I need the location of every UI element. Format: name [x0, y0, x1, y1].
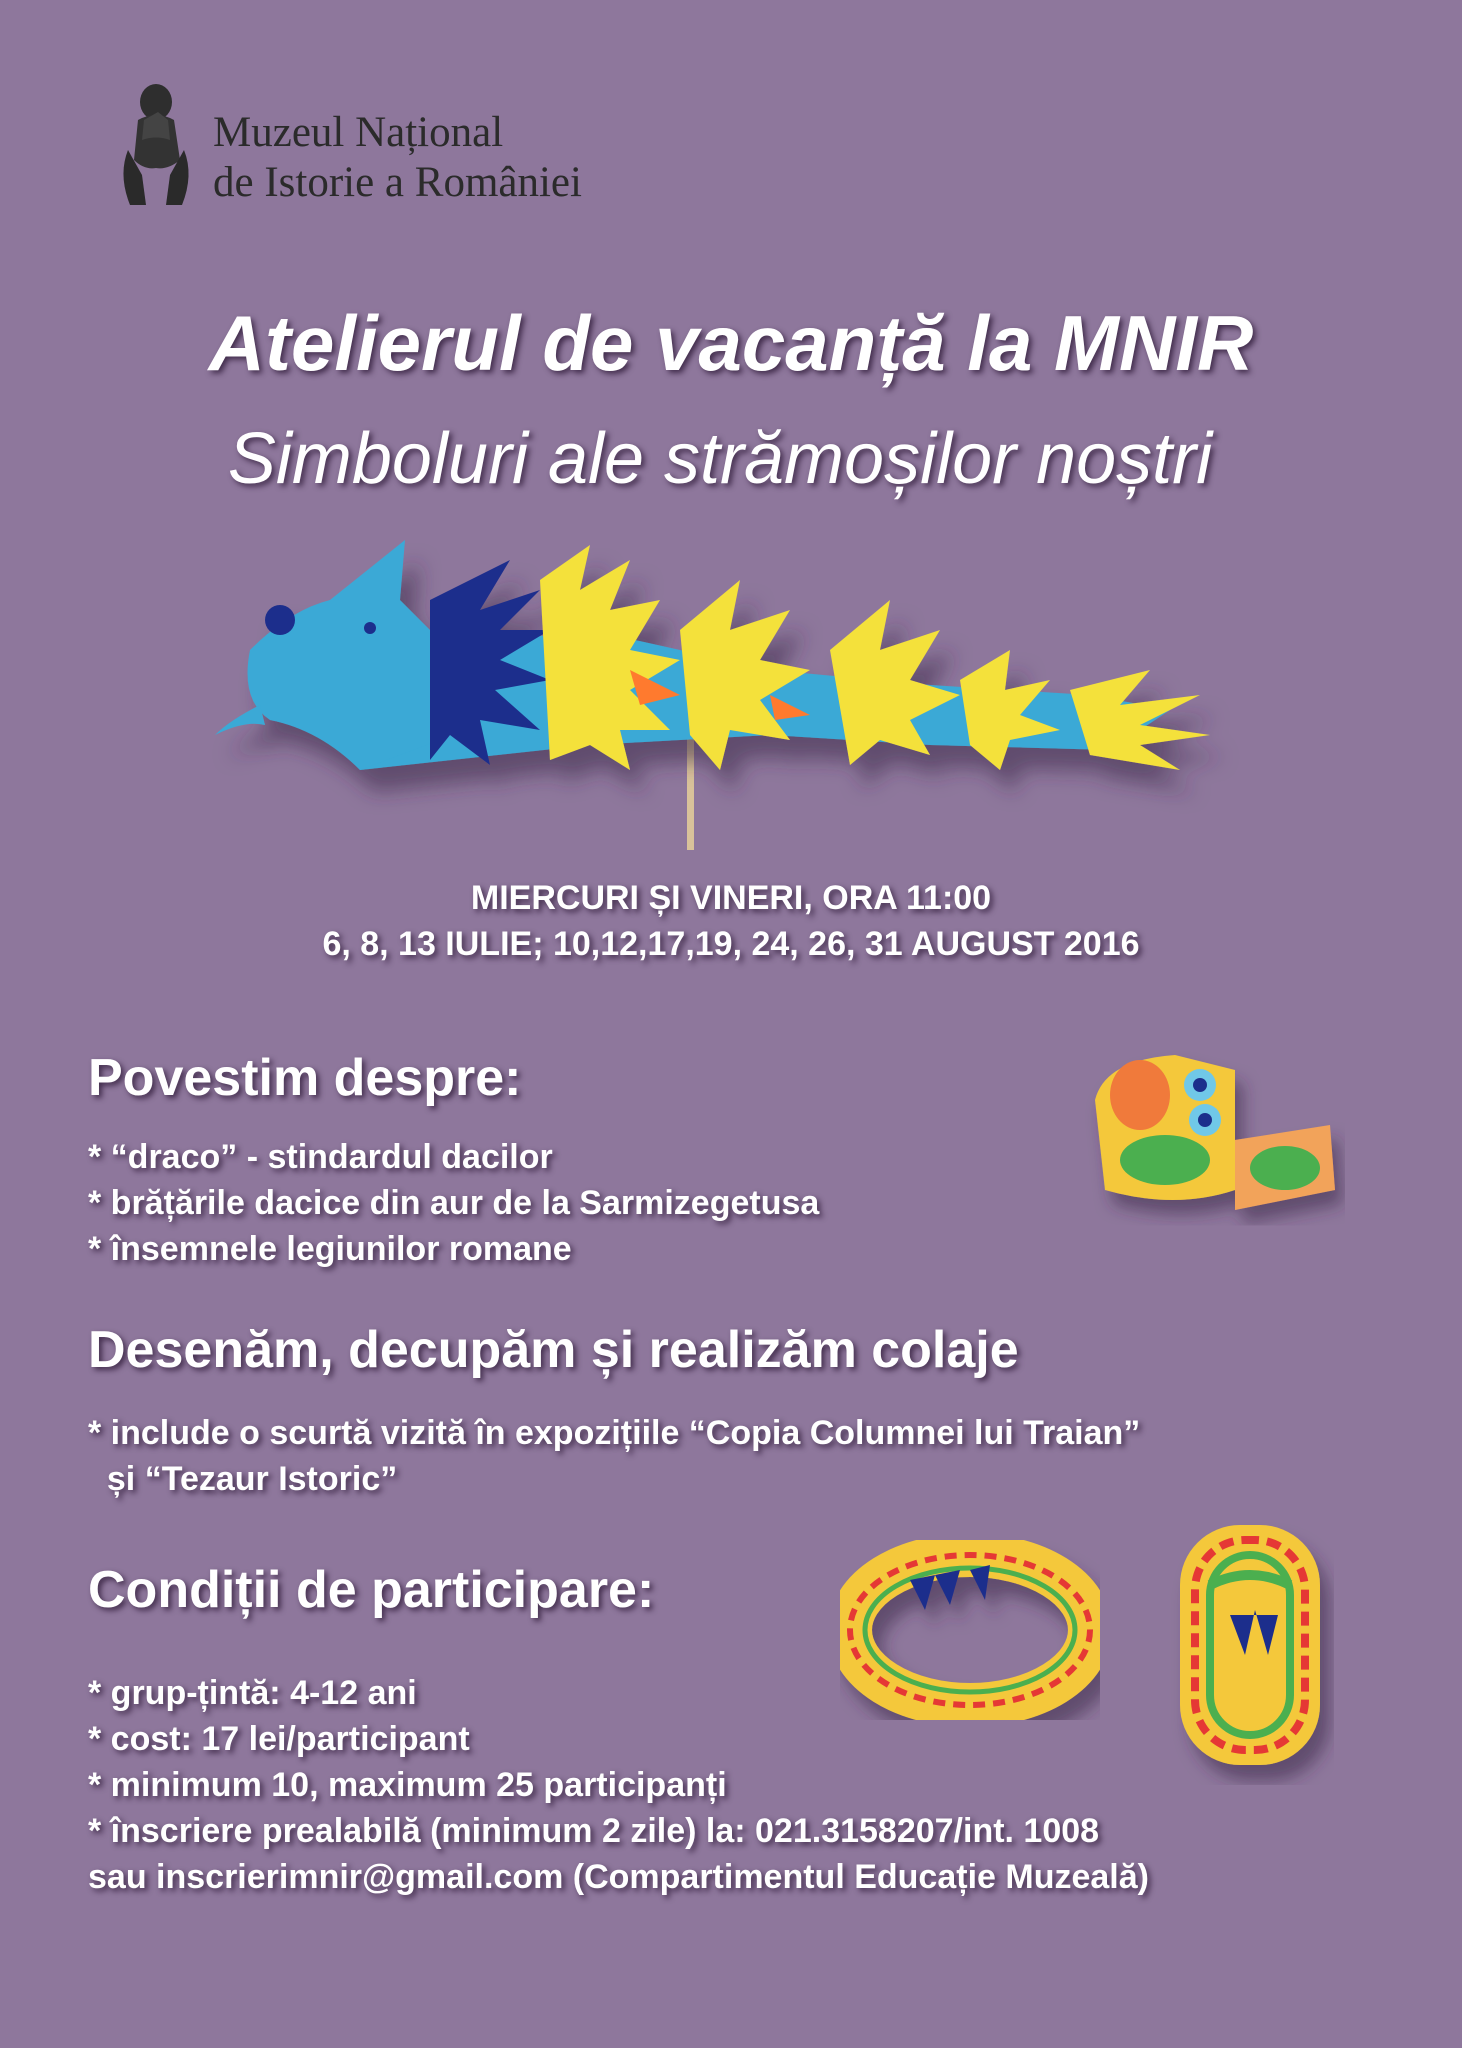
section-heading-conditions: Condiții de participare:: [88, 1561, 655, 1619]
page-subtitle: Simboluri ale strămoșilor noștri: [227, 419, 1213, 499]
contact-line: sau inscrierimnir@gmail.com (Compartimentul Educație Muzeală): [88, 1858, 1149, 1896]
schedule-block: [0, 875, 1462, 967]
page-title: Atelierul de vacanță la MNIR: [208, 299, 1254, 387]
list-item: * înscriere prealabilă (minimum 2 zile) la: 021.3158207/int. 1008: [88, 1812, 1100, 1850]
list-item: * “draco” - stindardul dacilor: [88, 1138, 553, 1176]
list-item: * însemnele legiunilor romane: [88, 1230, 572, 1268]
logo-line-1: Muzeul Național: [213, 109, 504, 156]
museum-logo: [108, 80, 708, 220]
schedule-dates: 6, 8, 13 IULIE; 10,12,17,19, 24, 26, 31 AUGUST 2016: [322, 925, 1140, 963]
paper-bracelet-owl-illustration: [1085, 1040, 1345, 1240]
paper-bracelet-zigzag-illustration: [840, 1520, 1100, 1770]
draco-dragon-illustration: [210, 520, 1260, 850]
section-heading-activities: Desenăm, decupăm și realizăm colaje: [88, 1321, 1019, 1379]
list-item: * include o scurtă vizită în expozițiile “Copia Columnei lui Traian”: [88, 1414, 1141, 1452]
list-item: și “Tezaur Istoric”: [88, 1460, 398, 1498]
section-heading-topics: Povestim despre:: [88, 1049, 522, 1107]
schedule-days-time: MIERCURI ȘI VINERI, ORA 11:00: [470, 879, 992, 917]
list-item: * grup-țintă: 4-12 ani: [88, 1674, 417, 1712]
topics-list: [88, 1134, 819, 1272]
logo-line-2: de Istorie a României: [213, 159, 582, 206]
list-item: * cost: 17 lei/participant: [88, 1720, 470, 1758]
logo-text: [213, 108, 582, 208]
paper-bracelet-upright-illustration: [1150, 1505, 1350, 1785]
thinker-statue-icon: [108, 80, 198, 210]
list-item: * minimum 10, maximum 25 participanți: [88, 1766, 727, 1804]
list-item: * brățările dacice din aur de la Sarmizegetusa: [88, 1184, 820, 1222]
activities-list: [88, 1410, 1140, 1502]
